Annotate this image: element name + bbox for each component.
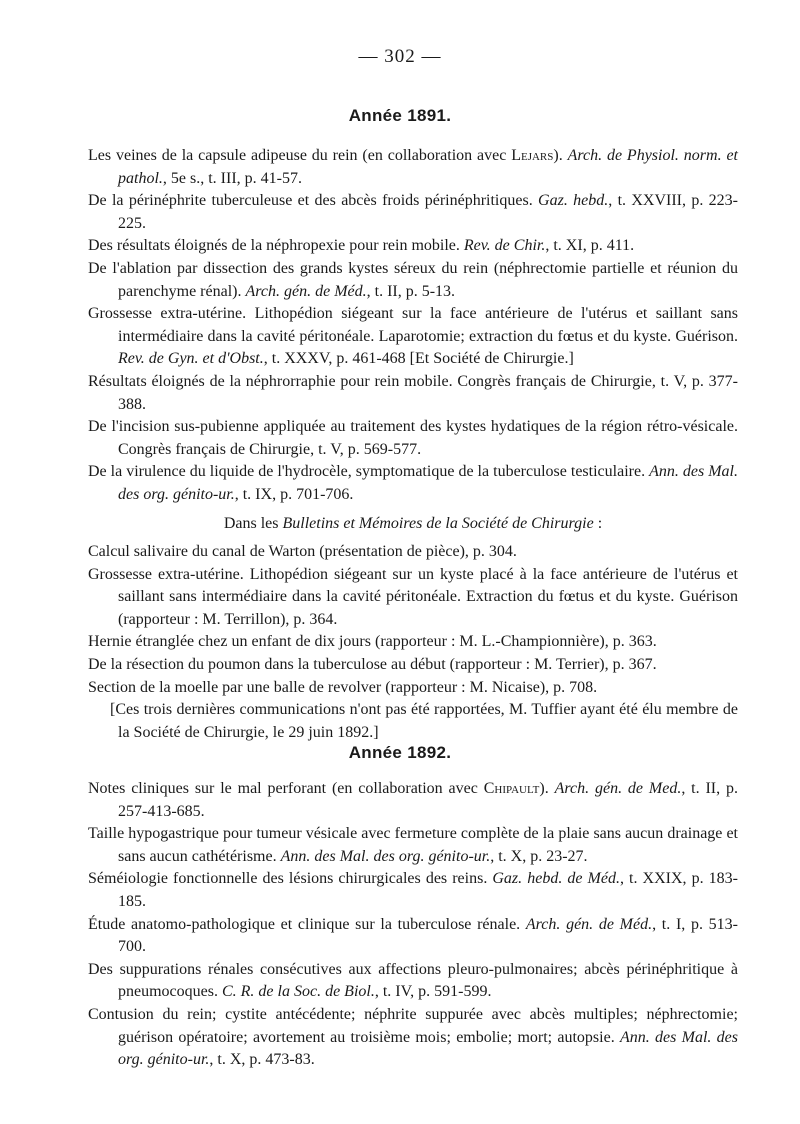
entry-journal: Arch. gén. de Med.: [554, 780, 682, 797]
entry-text: De l'ablation par dissection des grands kystes séreux du rein (néphrectomie partielle et réunion du parenchyme rénal).: [88, 259, 738, 300]
entry-journal: Rev. de Chir.: [463, 237, 546, 255]
entry-text: , t. XI, p. 411.: [545, 237, 635, 255]
entry-text: , t. X, p. 473-83.: [209, 1051, 315, 1069]
entry-text: Taille hypogastrique pour tumeur vésicale avec fermeture complète de la plaie sans aucun drainage et sans aucun cathétérisme.: [88, 825, 738, 865]
entry-journal: Arch. gén. de Méd.: [525, 915, 653, 933]
bibliography-entry: [88, 823, 738, 868]
entry-journal: Arch. gén. de Méd.: [245, 282, 367, 300]
entry-text: De la virulence du liquide de l'hydrocèle, symptomatique de la tuberculose testiculaire.: [88, 463, 650, 481]
bibliography-entry: [88, 416, 738, 461]
entry-text: Contusion du rein; cystite antécédente; néphrite suppurée avec abcès multiples; néphrectomie; guérison opératoire; avortement au troisième mois; embolie; mort; autopsie.: [88, 1005, 738, 1046]
entries-1892: [88, 778, 738, 1072]
entry-text: , 5e s., t. III, p. 41-57.: [162, 169, 302, 187]
entry-text: Séméiologie fonctionnelle des lésions chirurgicales des reins.: [88, 870, 493, 888]
entry-text: ).: [539, 780, 555, 797]
entry-coauthor: Lejars: [511, 147, 554, 164]
bibliography-entry: [88, 145, 738, 190]
entry-journal: Arch. de Physiol. norm. et pathol.: [118, 147, 738, 187]
bibliography-entry: [88, 303, 738, 371]
entries-1891: [88, 145, 738, 507]
bibliography-entry: [88, 959, 738, 1004]
entry-text: Des suppurations rénales consécutives aux affections pleuro-pulmonaires; abcès périnéphritique à pneumocoques.: [88, 960, 738, 1001]
entry-text: Étude anatomo-pathologique et clinique sur la tuberculose rénale.: [88, 915, 526, 933]
entry-text: De l'incision sus-pubienne appliquée au traitement des kystes hydatiques de la région rétro-vésicale. Congrès français de Chirurgie, t. V, p. 569-577.: [88, 418, 738, 458]
bulletin-entry: Calcul salivaire du canal de Warton (présentation de pièce), p. 304.: [88, 543, 517, 561]
entry-text: Notes cliniques sur le mal perforant (en collaboration avec: [88, 780, 484, 797]
heading-1892: Année 1892.: [348, 743, 452, 762]
entry-text: , t. XXVIII, p. 223-225.: [118, 192, 738, 232]
section-1891: [88, 145, 738, 744]
entry-text: , t. XXXV, p. 461-468 [Et Société de Chirurgie.]: [263, 350, 574, 368]
heading-1891: Année 1891.: [348, 106, 452, 125]
entry-journal: Rev. de Gyn. et d'Obst.: [118, 350, 264, 368]
bulletins-intro: Dans les Bulletins et Mémoires de la Société de Chirurgie :: [223, 514, 603, 532]
entry-text: Résultats éloignés de la néphrorraphie pour rein mobile. Congrès français de Chirurgie, t. V, p. 377-388.: [88, 372, 738, 413]
entry-coauthor: Chipault: [483, 780, 540, 797]
bibliography-entry: [88, 190, 738, 235]
entry-text: , t. IV, p. 591-599.: [374, 983, 492, 1001]
entry-text: , t. XXIX, p. 183-185.: [118, 870, 738, 910]
bibliography-entry: [88, 778, 738, 823]
entry-text: De la périnéphrite tuberculeuse et des abcès froids périnéphritiques.: [88, 192, 539, 210]
bibliography-entry: [88, 461, 738, 506]
entry-journal: Gaz. hebd. de Méd.: [492, 870, 620, 888]
bulletin-entry: Grossesse extra-utérine. Lithopédion siégeant sur un kyste placé à la face antérieure de l'utérus et saillant sans intermédiaire dans la cavité péritonéale. Extraction du fœtus et du kyste. Guérison (rapporteur : M. Terrillon), p. 364.: [88, 565, 738, 628]
entry-text: , t. X, p. 23-27.: [490, 847, 588, 865]
bibliography-entry: [88, 868, 738, 913]
bibliography-entry: [88, 235, 738, 258]
entry-text: Les veines de la capsule adipeuse du rein (en collaboration avec: [88, 147, 512, 164]
entry-journal: C. R. de la Soc. de Biol.: [221, 983, 375, 1001]
page-number: — 302 —: [358, 46, 442, 67]
entry-journal: Ann. des Mal. des org. génito-ur.: [118, 463, 738, 503]
bibliography-entry: [88, 258, 738, 303]
entry-journal: Ann. des Mal. des org. génito-ur.: [280, 847, 491, 865]
entry-text: , t. II, p. 5-13.: [366, 282, 456, 300]
entry-text: , t. II, p. 257-413-685.: [118, 780, 738, 820]
bulletin-entry: Section de la moelle par une balle de revolver (rapporteur : M. Nicaise), p. 708.: [88, 678, 598, 696]
entry-text: Des résultats éloignés de la néphropexie pour rein mobile.: [88, 237, 464, 255]
entry-text: ).: [553, 147, 568, 164]
entry-journal: Ann. des Mal. des org. génito-ur.: [118, 1028, 739, 1069]
section-1892: [88, 778, 738, 1072]
bibliography-entry: [88, 1004, 738, 1072]
entry-text: Grossesse extra-utérine. Lithopédion siégeant sur la face antérieure de l'utérus et saillant sans intermédiaire dans la cavité péritonéale. Laparotomie; extraction du fœtus et du kyste. Guérison.: [88, 305, 738, 345]
bibliography-entry: [88, 371, 738, 416]
bibliography-entry: [88, 914, 738, 959]
editorial-note: [Ces trois dernières communications n'ont pas été rapportées, M. Tuffier ayant été élu membre de la Société de Chirurgie, le 29 juin 1892.]: [110, 701, 738, 741]
bulletins-list: [88, 541, 738, 699]
entry-journal: Gaz. hebd.: [538, 192, 609, 210]
bulletin-entry: De la résection du poumon dans la tuberculose au début (rapporteur : M. Terrier), p. 367.: [88, 656, 657, 674]
bulletin-entry: Hernie étranglée chez un enfant de dix jours (rapporteur : M. L.-Championnière), p. 363.: [88, 633, 657, 651]
entry-text: , t. I, p. 513-700.: [118, 915, 738, 956]
entry-text: , t. IX, p. 701-706.: [234, 485, 354, 503]
